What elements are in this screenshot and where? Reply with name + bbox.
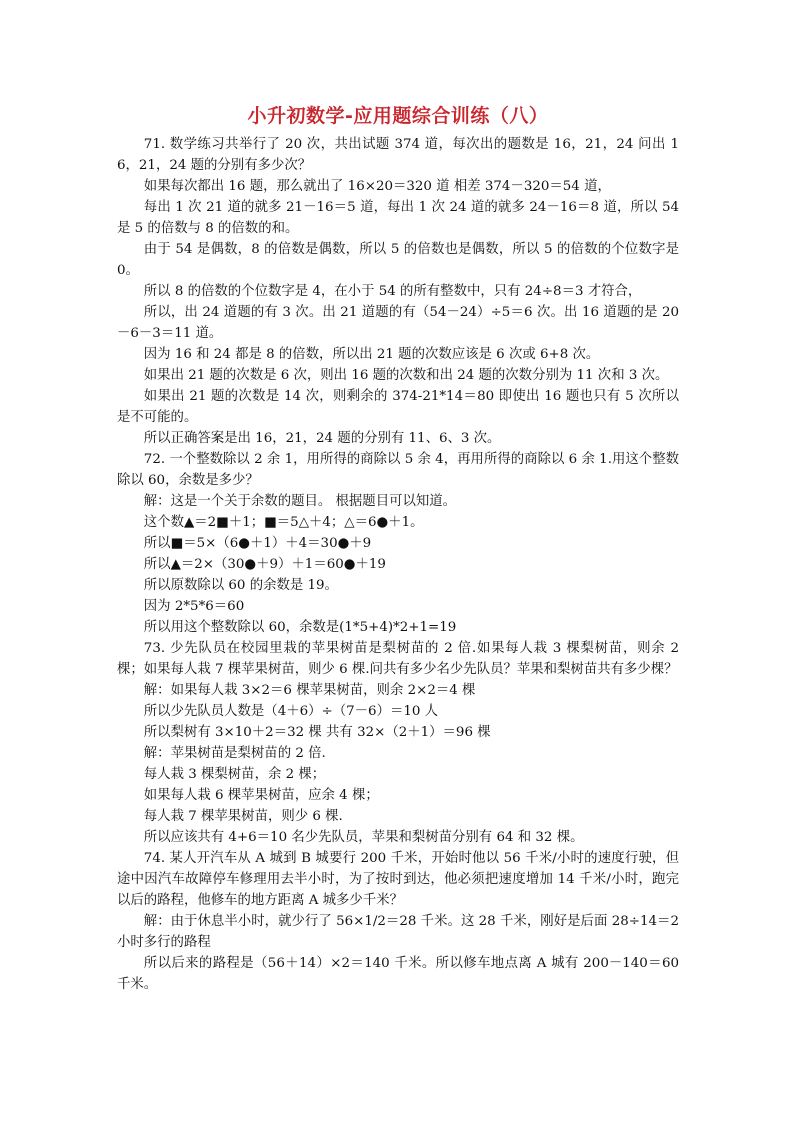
solution-line: 每出 1 次 21 道的就多 21－16＝5 道，每出 1 次 24 道的就多 24－16＝8 道，所以 54 是 5 的倍数与 8 的倍数的和。 [117, 200, 679, 236]
answer-71: 所以正确答案是出 16，21，24 题的分别有 11、6、3 次。 [143, 431, 501, 446]
answer-72: 所以用这个整数除以 60，余数是(1*5+4)*2+1=19 [143, 620, 457, 635]
answer-74: 所以后来的路程是（56＋14）×2＝140 千米。所以修车地点离 A 城有 200－140＝60 千米。 [117, 956, 679, 992]
document-page [117, 102, 679, 995]
solution-line: 因为 2*5*6＝60 [143, 599, 245, 614]
solution-line: 所以■＝5×（6●＋1）＋4＝30●＋9 [143, 536, 372, 551]
solution-line: 每人栽 7 棵苹果树苗，则少 6 棵. [143, 809, 343, 824]
solution-line: 如果出 21 题的次数是 6 次，则出 16 题的次数和出 24 题的次数分别为 11 次和 3 次。 [143, 368, 669, 383]
solution-line: 解：如果每人栽 3×2＝6 棵苹果树苗，则余 2×2＝4 棵 [143, 683, 476, 698]
solution-line: 所以▲＝2×（30●＋9）＋1＝60●＋19 [143, 557, 386, 572]
solution-line: 这个数▲＝2■＋1；■＝5△＋4；△＝6●＋1。 [143, 515, 424, 530]
solution-line: 如果每次都出 16 题，那么就出了 16×20＝320 道 相差 374－320＝54 道， [143, 179, 611, 194]
solution-line: 每人栽 3 棵梨树苗，余 2 棵； [143, 767, 326, 782]
solution-line: 所以 8 的倍数的个位数字是 4，在小于 54 的所有整数中，只有 24÷8＝3 才符合， [143, 284, 642, 299]
solution-line: 所以梨树有 3×10＋2＝32 棵 共有 32×（2＋1）＝96 棵 [143, 725, 491, 740]
solution-line: 所以少先队员人数是（4＋6）÷（7－6）＝10 人 [143, 704, 439, 719]
solution-line: 解：这是一个关于余数的题目。 根据题目可以知道。 [143, 494, 457, 509]
solution-line: 如果出 21 题的次数是 14 次，则剩余的 374-21*14＝80 即使出 16 题也只有 5 次所以是不可能的。 [117, 389, 679, 425]
solution-line: 由于 54 是偶数，8 的倍数是偶数，所以 5 的倍数也是偶数，所以 5 的倍数的个位数字是 0。 [117, 242, 679, 278]
solution-line: 如果每人栽 6 棵苹果树苗，应余 4 棵； [143, 788, 379, 803]
question-74: 74. 某人开汽车从 A 城到 B 城要行 200 千米，开始时他以 56 千米/小时的速度行驶，但途中因汽车故障停车修理用去半小时，为了按时到达，他必须把速度增加 14 千米/小时，跑完以后的路程，他修车的地方距离 A 城多少千米？ [117, 851, 679, 908]
solution-line: 解：苹果树苗是梨树苗的 2 倍. [143, 746, 326, 761]
question-71: 71. 数学练习共举行了 20 次，共出试题 374 道，每次出的题数是 16，21，24 问出 16，21，24 题的分别有多少次？ [117, 137, 679, 173]
solution-line: 因为 16 和 24 都是 8 的倍数，所以出 21 题的次数应该是 6 次或 6+8 次。 [143, 347, 600, 362]
solution-line: 所以，出 24 道题的有 3 次。出 21 道题的有（54－24）÷5＝6 次。出 16 道题的是 20－6－3＝11 道。 [117, 305, 679, 341]
question-73: 73. 少先队员在校园里栽的苹果树苗是梨树苗的 2 倍.如果每人栽 3 棵梨树苗，则余 2 棵；如果每人栽 7 棵苹果树苗，则少 6 棵.问共有多少名少先队员？苹果和梨树苗共有多少棵？ [117, 641, 679, 677]
solution-line: 所以原数除以 60 的余数是 19。 [143, 578, 338, 593]
document-title: 小升初数学-应用题综合训练（八） [247, 105, 549, 127]
solution-line: 解：由于休息半小时，就少行了 56×1/2＝28 千米。这 28 千米，刚好是后面 28÷14＝2 小时多行的路程 [117, 914, 679, 950]
question-72: 72. 一个整数除以 2 余 1，用所得的商除以 5 余 4，再用所得的商除以 6 余 1.用这个整数除以 60，余数是多少？ [117, 452, 679, 488]
answer-73: 所以应该共有 4+6＝10 名少先队员，苹果和梨树苗分别有 64 和 32 棵。 [143, 830, 584, 845]
document-body [117, 134, 679, 995]
